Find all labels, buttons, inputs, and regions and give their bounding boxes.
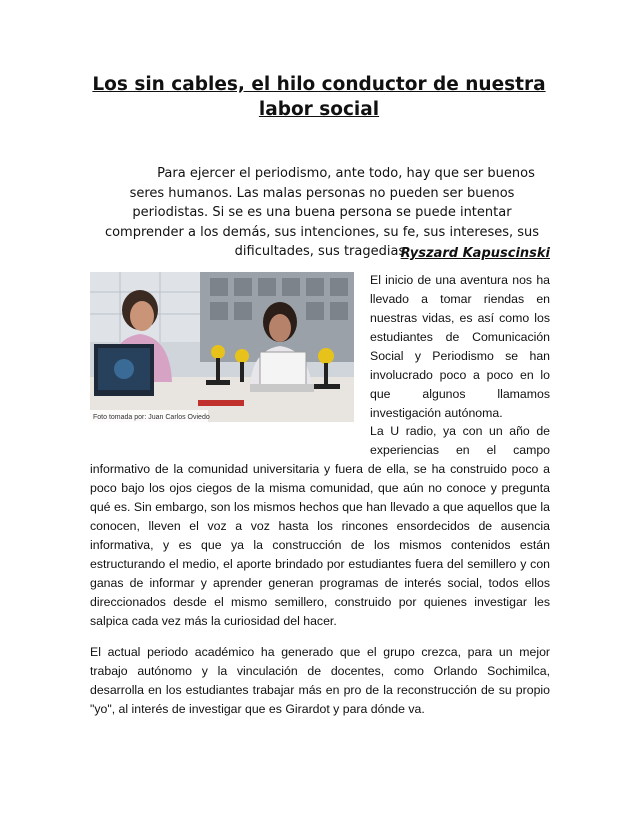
- paragraph-intro: El inicio de una aventura nos ha llevado a tomar riendas en nuestras vidas, es así como los estudiantes de Comunicación Social y Periodismo se han involucrado poco a poco en lo que algunos llamamos investigación autónoma.: [370, 273, 550, 420]
- article-title: Los sin cables, el hilo conductor de nuestra labor social: [92, 74, 546, 120]
- float-spacer: [90, 422, 370, 460]
- paragraph-radio: [90, 422, 550, 631]
- photo-illustration: [90, 272, 354, 422]
- article-body: [90, 422, 550, 719]
- paragraph-academic-period: El actual periodo académico ha generado que el grupo crezca, para un mejor trabajo autónomo y la vinculación de docentes, como Orlando Sochimilca, desarrolla en los estudiantes trabajar más en pro de la reconstrucción de su propio "yo", al interés de investigar que es Girardot y para dónde va.: [90, 645, 550, 716]
- paragraph-radio-text: La U radio, ya con un año de experiencias en el campo informativo de la comunidad universitaria y fuera de ella, se ha construido poco a poco bajo los ojos ciegos de la misma comunidad, que aún no conoce y pregunta qué es. Sin embargo, son los mismos hechos que han llevado a que aquellos que la conocen, lleven el voz a voz hasta los rincones ensordecidos de ausencia informativa, y es que ya la construcción de los mismos contenidos están estructurando el medio, el aporte brindado por estudiantes fuera del semillero y con ganas de informar y aprender generan programas de interés social, todos ellos direccionados desde el mismo semillero, construido por quienes investigar les salpica cada vez más la curiosidad del hacer.: [90, 424, 550, 628]
- quote-author: Ryszard Kapuscinski: [400, 246, 550, 261]
- quote-text: Para ejercer el periodismo, ante todo, hay que ser buenos seres humanos. Las malas personas no pueden ser buenos periodistas. Si se es una buena persona se puede intentar comprender a los demás, sus intenciones, su fe, sus intereses, sus dificultades, sus tragedias.: [104, 166, 540, 259]
- radio-studio-photo: [90, 272, 354, 422]
- photo-credit: Foto tomada por: Juan Carlos Oviedo: [93, 414, 210, 421]
